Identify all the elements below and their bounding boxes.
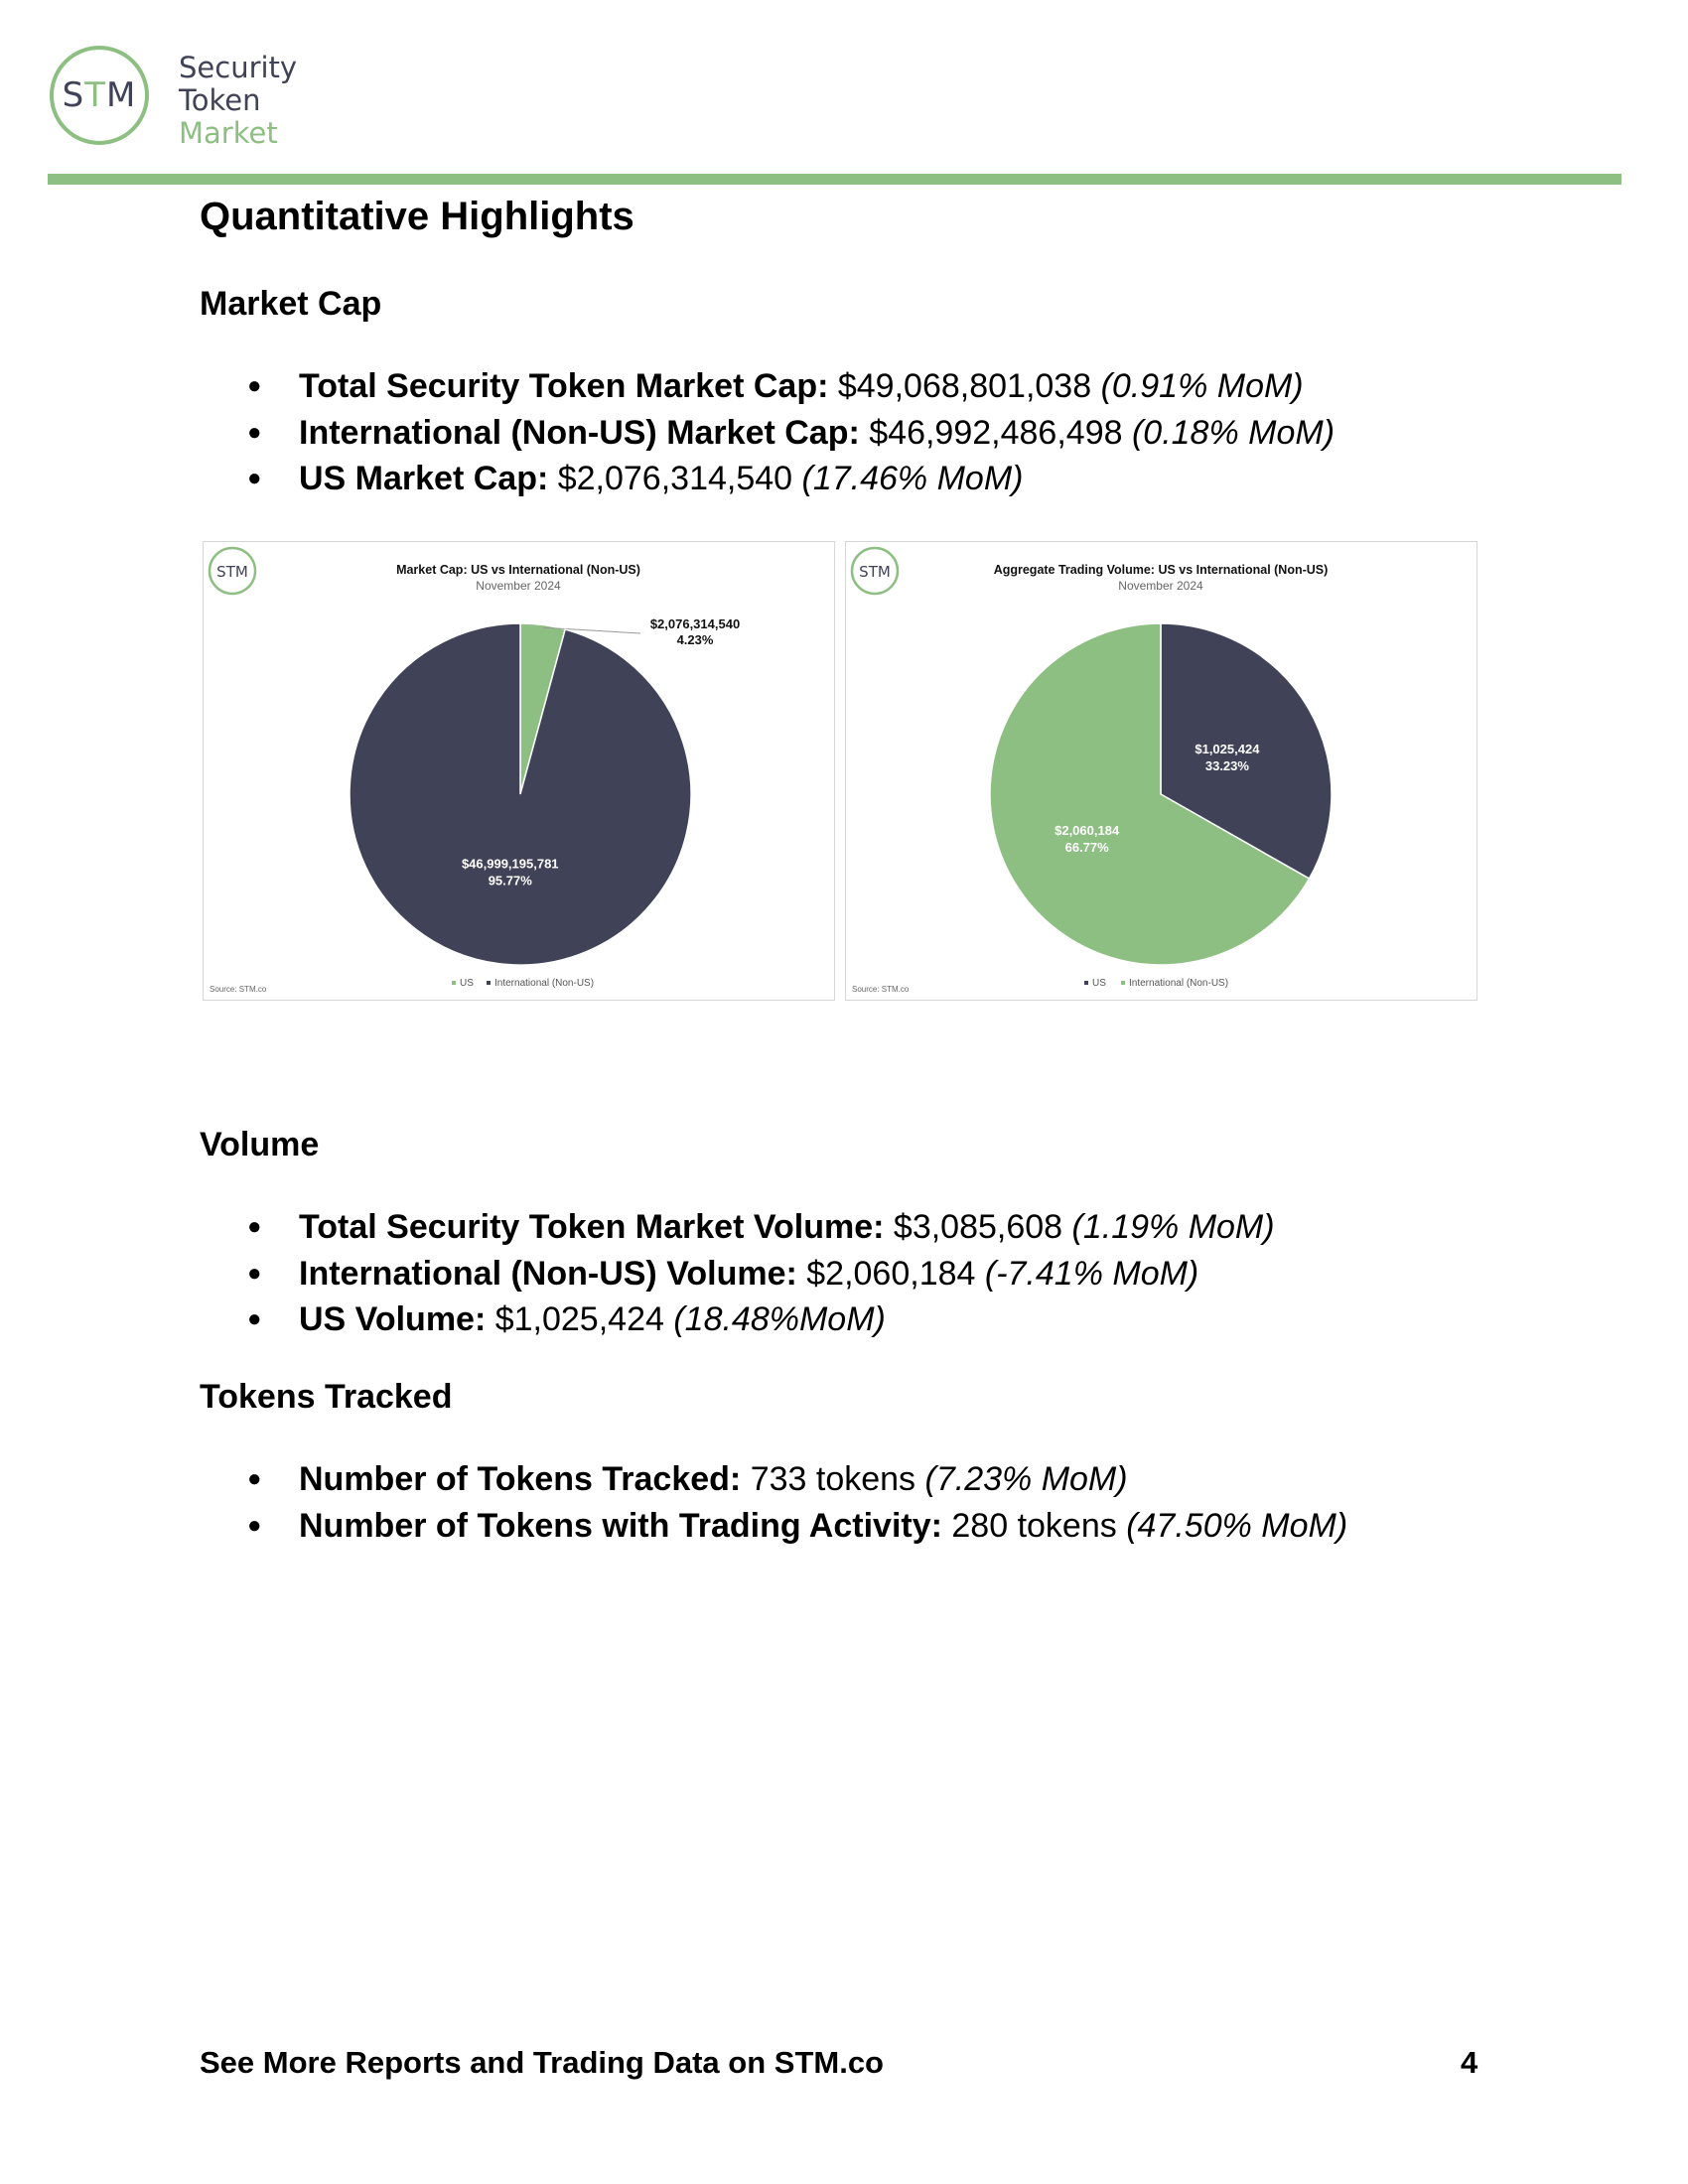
market-cap-heading: Market Cap [200, 285, 382, 323]
tokens-list [200, 1456, 1347, 1549]
market-cap-list [200, 363, 1335, 502]
list-item [200, 1297, 1275, 1343]
slice-percent-label: 66.77% [1064, 840, 1109, 856]
item-value: 733 tokens [741, 1460, 925, 1498]
chart-source: Source: STM.co [210, 985, 267, 994]
item-change: (1.19% MoM) [1071, 1208, 1275, 1246]
logo-line-security: Security [179, 51, 298, 84]
legend-label: International (Non-US) [1129, 978, 1229, 989]
item-label: Total Security Token Market Cap: [299, 367, 829, 405]
legend-label: US [1092, 978, 1106, 989]
item-change: (0.18% MoM) [1131, 413, 1336, 452]
logo-mark-t: T [84, 75, 107, 115]
item-value: $1,025,424 [486, 1300, 674, 1338]
item-value: $46,992,486,498 [859, 413, 1132, 452]
logo-wordmark [179, 52, 297, 150]
chart-source: Source: STM.co [852, 985, 910, 994]
legend-swatch [1084, 981, 1088, 985]
stm-logo-mark [50, 46, 149, 145]
item-change: (0.91% MoM) [1100, 367, 1304, 405]
slice-value-label: $46,999,195,781 [461, 856, 559, 872]
chart-title: Market Cap: US vs International (Non-US) [396, 563, 640, 577]
chart-subtitle: November 2024 [1118, 579, 1203, 593]
slice-percent-label: 4.23% [676, 632, 714, 647]
market-cap-pie-chart [204, 542, 834, 1000]
tokens-heading: Tokens Tracked [200, 1378, 453, 1416]
item-value: $2,076,314,540 [548, 460, 802, 497]
footer-link-text: See More Reports and Trading Data on STM.co [200, 2045, 884, 2080]
item-value: $2,060,184 [796, 1254, 985, 1293]
item-change: (-7.41% MoM) [984, 1254, 1199, 1293]
slice-percent-label: 95.77% [488, 873, 532, 888]
header-divider [48, 174, 1621, 185]
list-item [200, 456, 1335, 502]
item-value: $3,085,608 [884, 1208, 1072, 1246]
item-change: (7.23% MoM) [924, 1460, 1128, 1498]
legend-swatch [487, 981, 491, 985]
legend-label: US [460, 978, 474, 989]
list-item [200, 410, 1335, 457]
list-item [200, 363, 1335, 410]
item-label: Total Security Token Market Volume: [299, 1208, 885, 1246]
logo-mark-m: M [106, 75, 137, 115]
chart-subtitle: November 2024 [476, 579, 561, 593]
slice-value-label: $1,025,424 [1195, 742, 1260, 757]
volume-pie-chart [846, 542, 1477, 1000]
chart-logo-text: STM [859, 563, 891, 581]
pie-slice-international [350, 623, 691, 965]
logo-line-market: Market [179, 116, 278, 150]
legend-label: International (Non-US) [494, 978, 595, 989]
logo-mark-s: S [62, 75, 85, 115]
item-label: Number of Tokens Tracked: [299, 1460, 742, 1498]
list-item [200, 1503, 1347, 1550]
page-number: 4 [1461, 2045, 1478, 2080]
list-item [200, 1204, 1275, 1251]
item-value: 280 tokens [941, 1506, 1127, 1545]
slice-value-label: $2,060,184 [1055, 823, 1120, 839]
stm-logo [50, 46, 338, 157]
list-item [200, 1251, 1275, 1297]
chart-logo-text: STM [216, 563, 248, 581]
legend-swatch [452, 981, 456, 985]
logo-line-token: Token [179, 83, 261, 117]
item-change: (18.48%MoM) [673, 1300, 886, 1338]
volume-chart-panel [845, 541, 1477, 1001]
page-title: Quantitative Highlights [200, 195, 634, 238]
item-change: (47.50% MoM) [1126, 1506, 1348, 1545]
item-label: International (Non-US) Market Cap: [299, 413, 860, 452]
item-label: US Market Cap: [299, 460, 549, 497]
legend-swatch [1121, 981, 1125, 985]
item-value: $49,068,801,038 [828, 367, 1101, 405]
item-label: US Volume: [299, 1300, 487, 1338]
item-label: International (Non-US) Volume: [299, 1254, 797, 1293]
list-item [200, 1456, 1347, 1503]
slice-value-label: $2,076,314,540 [649, 616, 741, 631]
slice-percent-label: 33.23% [1204, 758, 1249, 774]
market-cap-chart-panel [203, 541, 835, 1001]
chart-title: Aggregate Trading Volume: US vs International (Non-US) [993, 563, 1329, 577]
volume-list [200, 1204, 1275, 1343]
item-label: Number of Tokens with Trading Activity: [299, 1506, 942, 1545]
item-change: (17.46% MoM) [801, 460, 1024, 497]
volume-heading: Volume [200, 1126, 320, 1163]
